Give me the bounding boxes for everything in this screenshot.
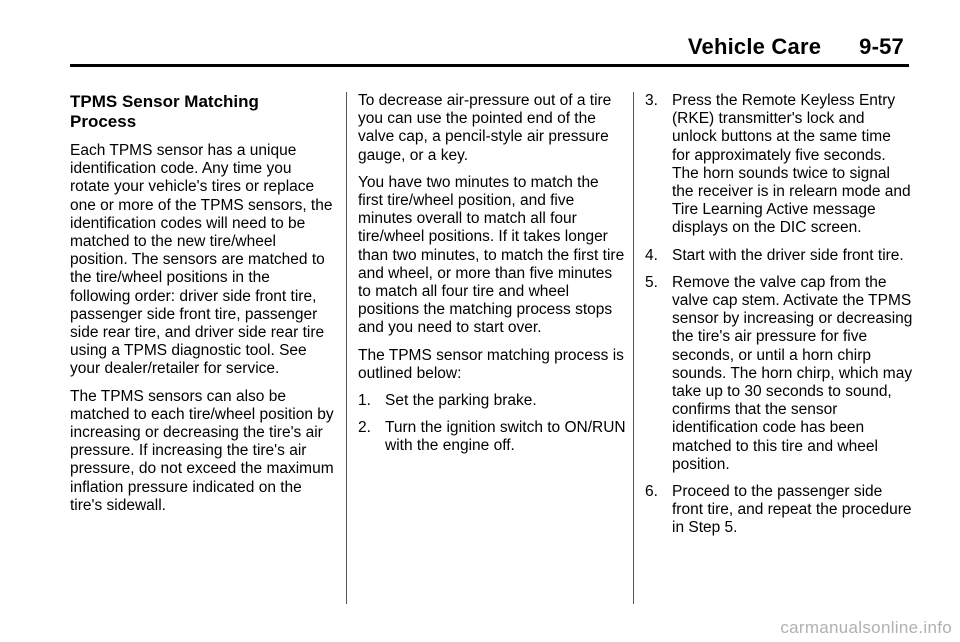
header-rule [70,64,909,67]
column-divider-2 [633,92,634,604]
column-2 [358,92,626,465]
step-item: 5. Remove the valve cap from the valve cap stem. Activate the TPMS sensor by increasing or decreasing the tire's air pressure for five seconds, or until a horn chirp sounds. The horn chirp, which may take up to 30 seconds to sound, confirms that the sensor identification code has been matched to this tire and wheel position. [645,273,913,473]
step-item: 4. Start with the driver side front tire. [645,246,904,264]
section-title: Vehicle Care [687,34,822,59]
paragraph: The TPMS sensors can also be matched to each tire/wheel position by increasing or decreasing the tire's air pressure. If increasing the tire's air pressure, do not exceed the maximum inflation pressure indicated on the tire's sidewall. [70,387,334,514]
step-item: 6. Proceed to the passenger side front tire, and repeat the procedure in Step 5. [645,483,912,537]
paragraph: To decrease air-pressure out of a tire you can use the pointed end of the valve cap, a pencil-style air pressure gauge, or a key. [358,92,612,164]
section-heading: TPMS Sensor Matching Process [70,92,259,131]
column-1 [70,92,334,524]
site-watermark: carmanualsonline.info [780,618,952,637]
step-item: 1. Set the parking brake. [358,392,537,410]
page-number: 9-57 [859,34,904,59]
column-divider-1 [346,92,347,604]
step-item: 2. Turn the ignition switch to ON/RUN with the engine off. [358,419,626,455]
paragraph: You have two minutes to match the first tire/wheel position, and five minutes overall to match all four tire/wheel positions. If it takes longer than two minutes, to match the first tire and wheel, or more than five minutes to match all four tire and wheel positions the matching process stops and you need to start over. [358,173,625,337]
page-header [688,34,904,60]
paragraph: Each TPMS sensor has a unique identification code. Any time you rotate your vehicle's tires or replace one or more of the TPMS sensors, the identification codes will need to be matched to the new tire/wheel position. The sensors are matched to the tire/wheel positions in the following order: driver side front tire, passenger side front tire, passenger side rear tire, and driver side rear tire using a TPMS diagnostic tool. See your dealer/retailer for service. [70,142,333,378]
step-item: 3. Press the Remote Keyless Entry (RKE) transmitter's lock and unlock buttons at the same time for approximately five seconds. The horn sounds twice to signal the receiver is in relearn mode and Tire Learning Active message displays on the DIC screen. [645,92,911,237]
paragraph: The TPMS sensor matching process is outlined below: [358,346,624,382]
column-3 [645,92,913,547]
